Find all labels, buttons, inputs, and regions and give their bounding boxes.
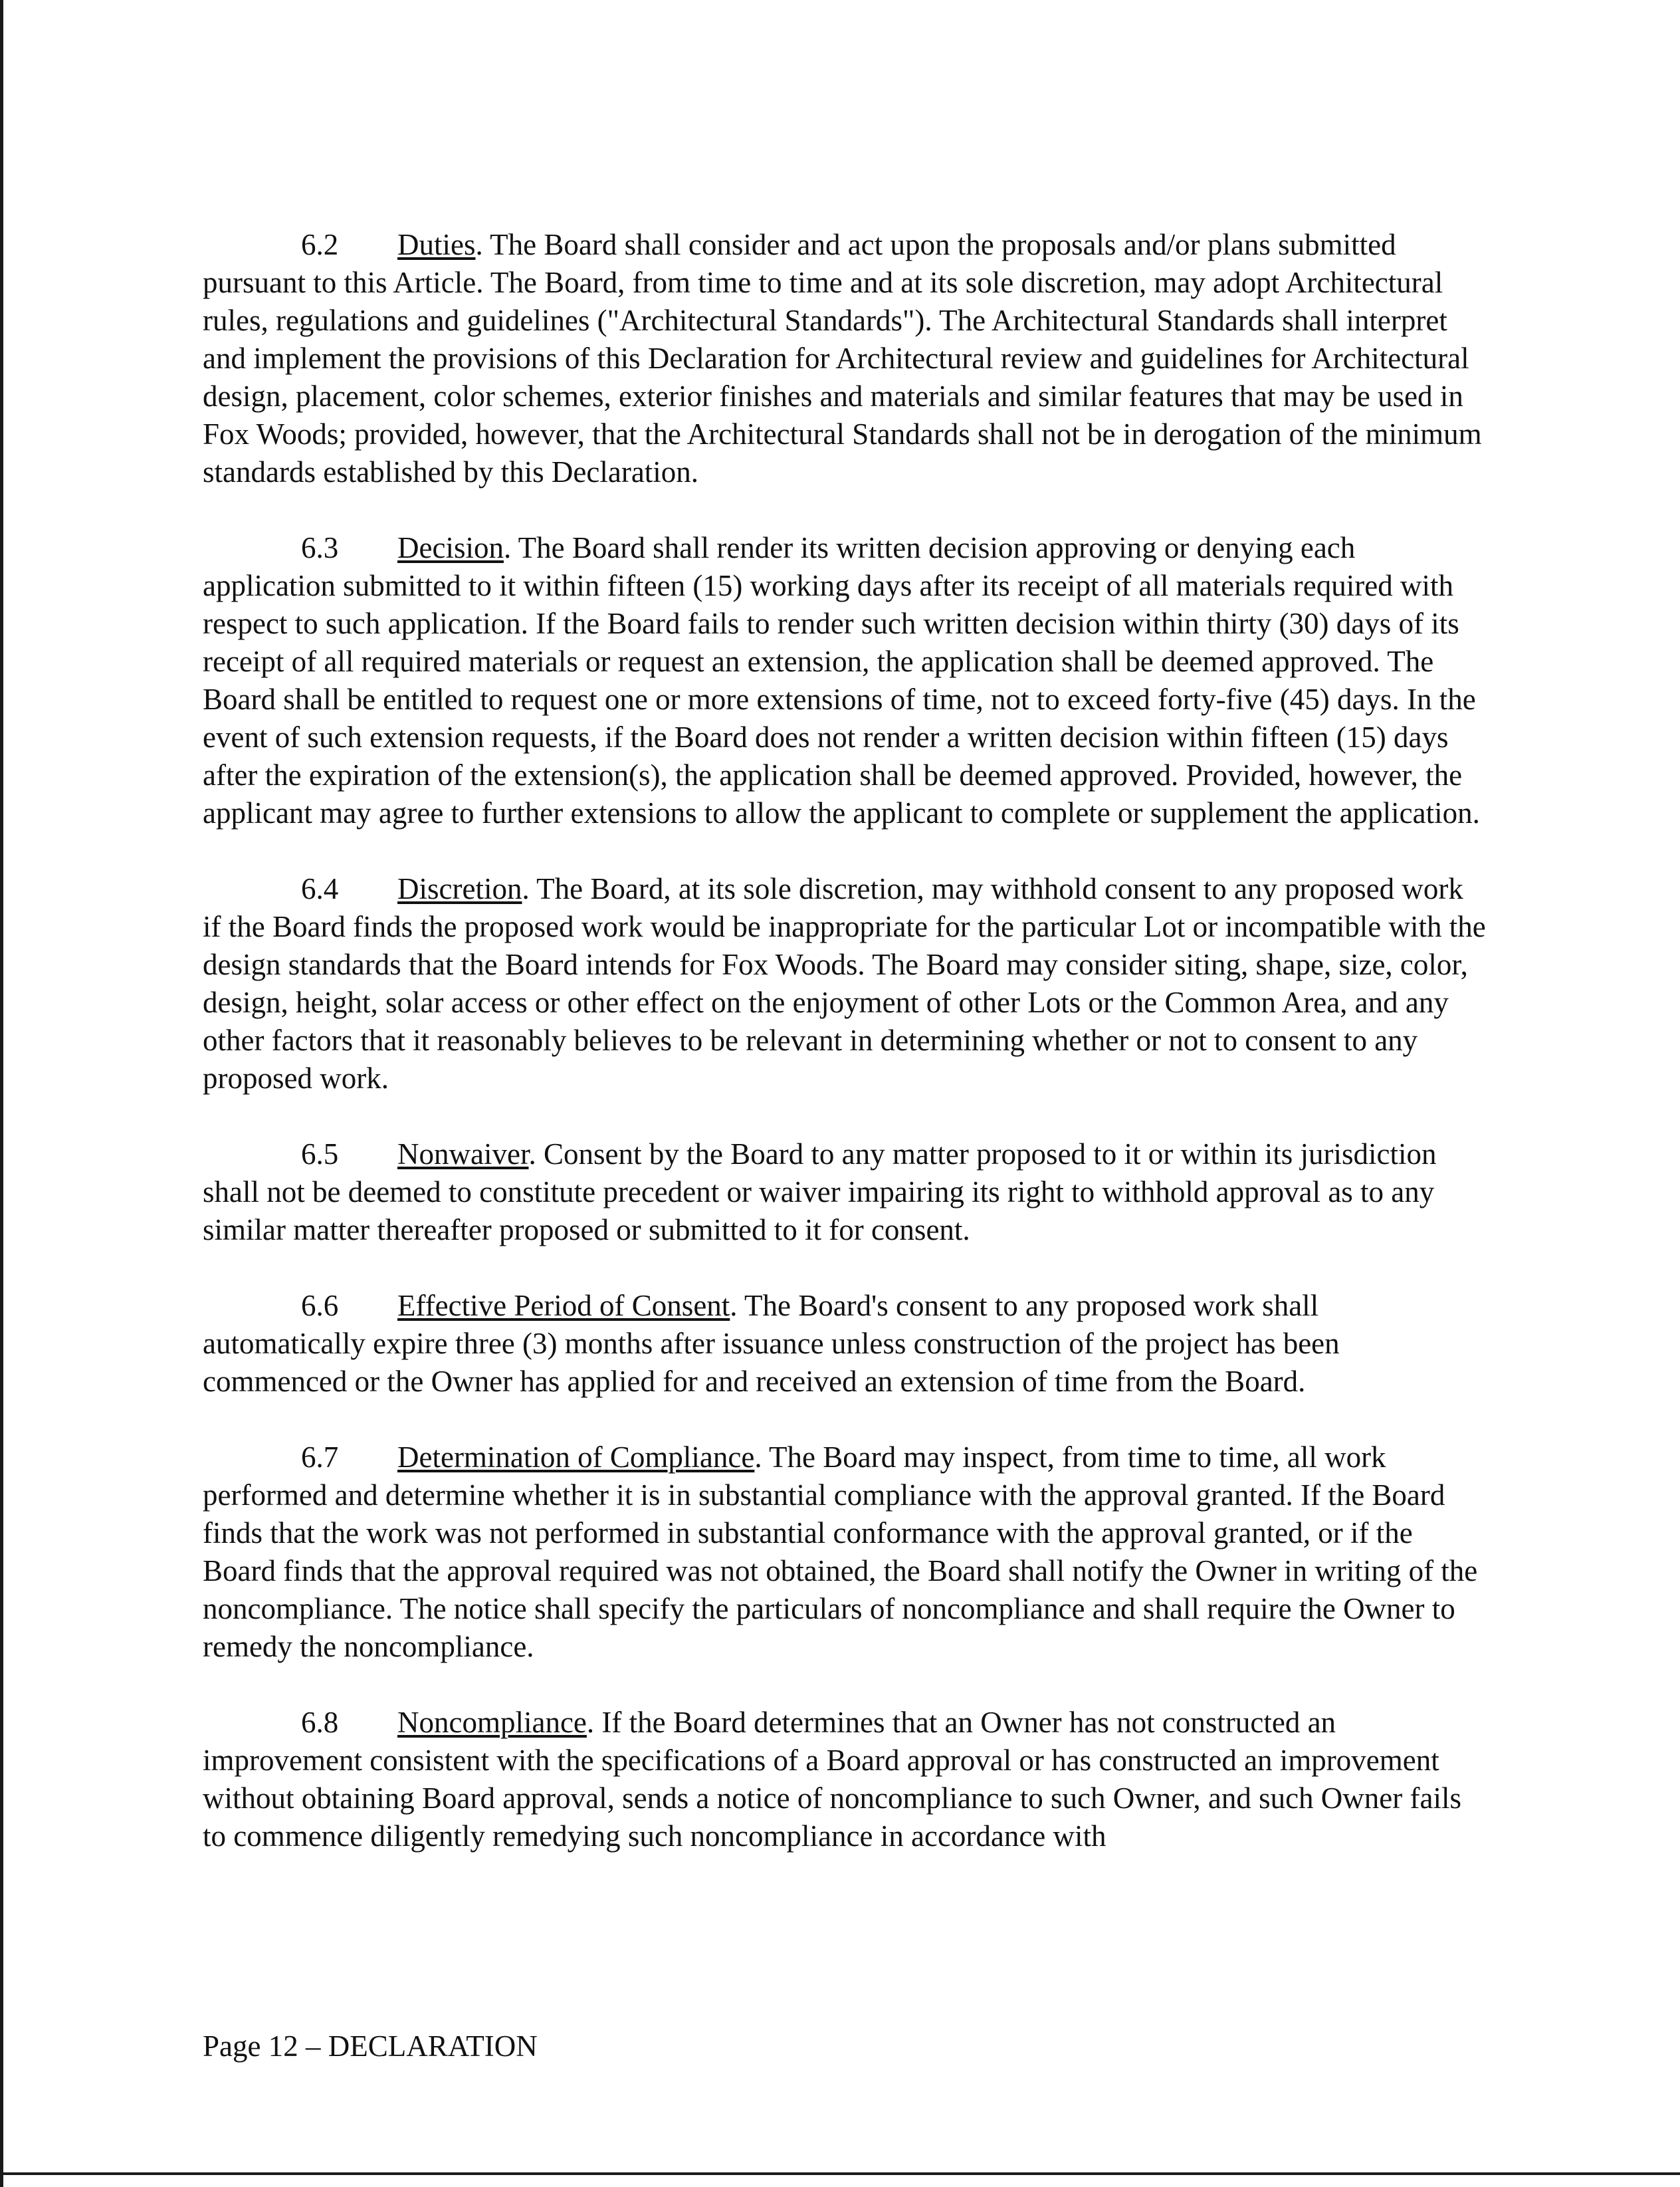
section-text: . The Board shall consider and act upon the proposals and/or plans submitted pursuant to this Article. The Board, from time to time and at its sole discretion, may adopt Architectural rules, regulations and guidelines ("Architectural Standards"). The Architectural Standards shall interpret and implement the provisions of this Declaration for Architectural review and guidelines for Architectural design, placement, color schemes, exterior finishes and materials and similar features that may be used in Fox Woods; provided, however, that the Architectural Standards shall not be in derogation of the minimum standards established by this Declaration. xyxy=(203,228,1482,489)
section-text: . If the Board determines that an Owner has not constructed an improvement consistent with the specifications of a Board approval or has constructed an improvement without obtaining Board approval, sends a notice of noncompliance to such Owner, and such Owner fails to commence diligently remedying such noncompliance in accordance with xyxy=(203,1706,1461,1853)
section-6-6 xyxy=(203,1287,1489,1401)
section-number: 6.6 xyxy=(301,1289,339,1322)
scan-bottom-edge xyxy=(0,2172,1680,2175)
section-number: 6.4 xyxy=(301,872,339,905)
section-title: Effective Period of Consent xyxy=(397,1289,730,1322)
section-number: 6.7 xyxy=(301,1440,339,1474)
document-body xyxy=(203,226,1489,1893)
section-6-7 xyxy=(203,1439,1489,1666)
section-number: 6.3 xyxy=(301,531,339,564)
section-text: . The Board, at its sole discretion, may withhold consent to any proposed work if the Board finds the proposed work would be inappropriate for the particular Lot or incompatible with the design standards that the Board intends for Fox Woods. The Board may consider siting, shape, size, color, design, height, solar access or other effect on the enjoyment of other Lots or the Common Area, and any other factors that it reasonably believes to be relevant in determining whether or not to consent to any proposed work. xyxy=(203,872,1486,1095)
section-title: Discretion xyxy=(397,872,522,905)
section-6-3 xyxy=(203,529,1489,832)
page-footer: Page 12 – DECLARATION xyxy=(203,2029,538,2063)
section-6-5 xyxy=(203,1135,1489,1249)
section-6-8 xyxy=(203,1704,1489,1855)
section-title: Duties xyxy=(397,228,476,261)
section-text: . The Board may inspect, from time to time, all work performed and determine whether it is in substantial compliance with the approval granted. If the Board finds that the work was not performed in substantial conformance with the approval granted, or if the Board finds that the approval required was not obtained, the Board shall notify the Owner in writing of the noncompliance. The notice shall specify the particulars of noncompliance and shall require the Owner to remedy the noncompliance. xyxy=(203,1440,1478,1663)
section-title: Nonwaiver xyxy=(397,1137,529,1171)
section-title: Determination of Compliance xyxy=(397,1440,755,1474)
scan-left-edge xyxy=(0,0,3,2187)
section-text: . The Board's consent to any proposed work shall automatically expire three (3) months after issuance unless construction of the project has been commenced or the Owner has applied for and received an extension of time from the Board. xyxy=(203,1289,1340,1398)
section-number: 6.2 xyxy=(301,228,339,261)
section-title: Noncompliance xyxy=(397,1706,587,1739)
section-text: . Consent by the Board to any matter proposed to it or within its jurisdiction shall not be deemed to constitute precedent or waiver impairing its right to withhold approval as to any similar matter thereafter proposed or submitted to it for consent. xyxy=(203,1137,1437,1246)
section-6-4 xyxy=(203,870,1489,1097)
section-6-2 xyxy=(203,226,1489,491)
section-number: 6.8 xyxy=(301,1706,339,1739)
section-title: Decision xyxy=(397,531,504,564)
section-text: . The Board shall render its written decision approving or denying each application submitted to it within fifteen (15) working days after its receipt of all materials required with respect to such application. If the Board fails to render such written decision within thirty (30) days of its receipt of all required materials or request an extension, the application shall be deemed approved. The Board shall be entitled to request one or more extensions of time, not to exceed forty-five (45) days. In the event of such extension requests, if the Board does not render a written decision within fifteen (15) days after the expiration of the extension(s), the application shall be deemed approved. Provided, however, the applicant may agree to further extensions to allow the applicant to complete or supplement the application. xyxy=(203,531,1480,830)
section-number: 6.5 xyxy=(301,1137,339,1171)
